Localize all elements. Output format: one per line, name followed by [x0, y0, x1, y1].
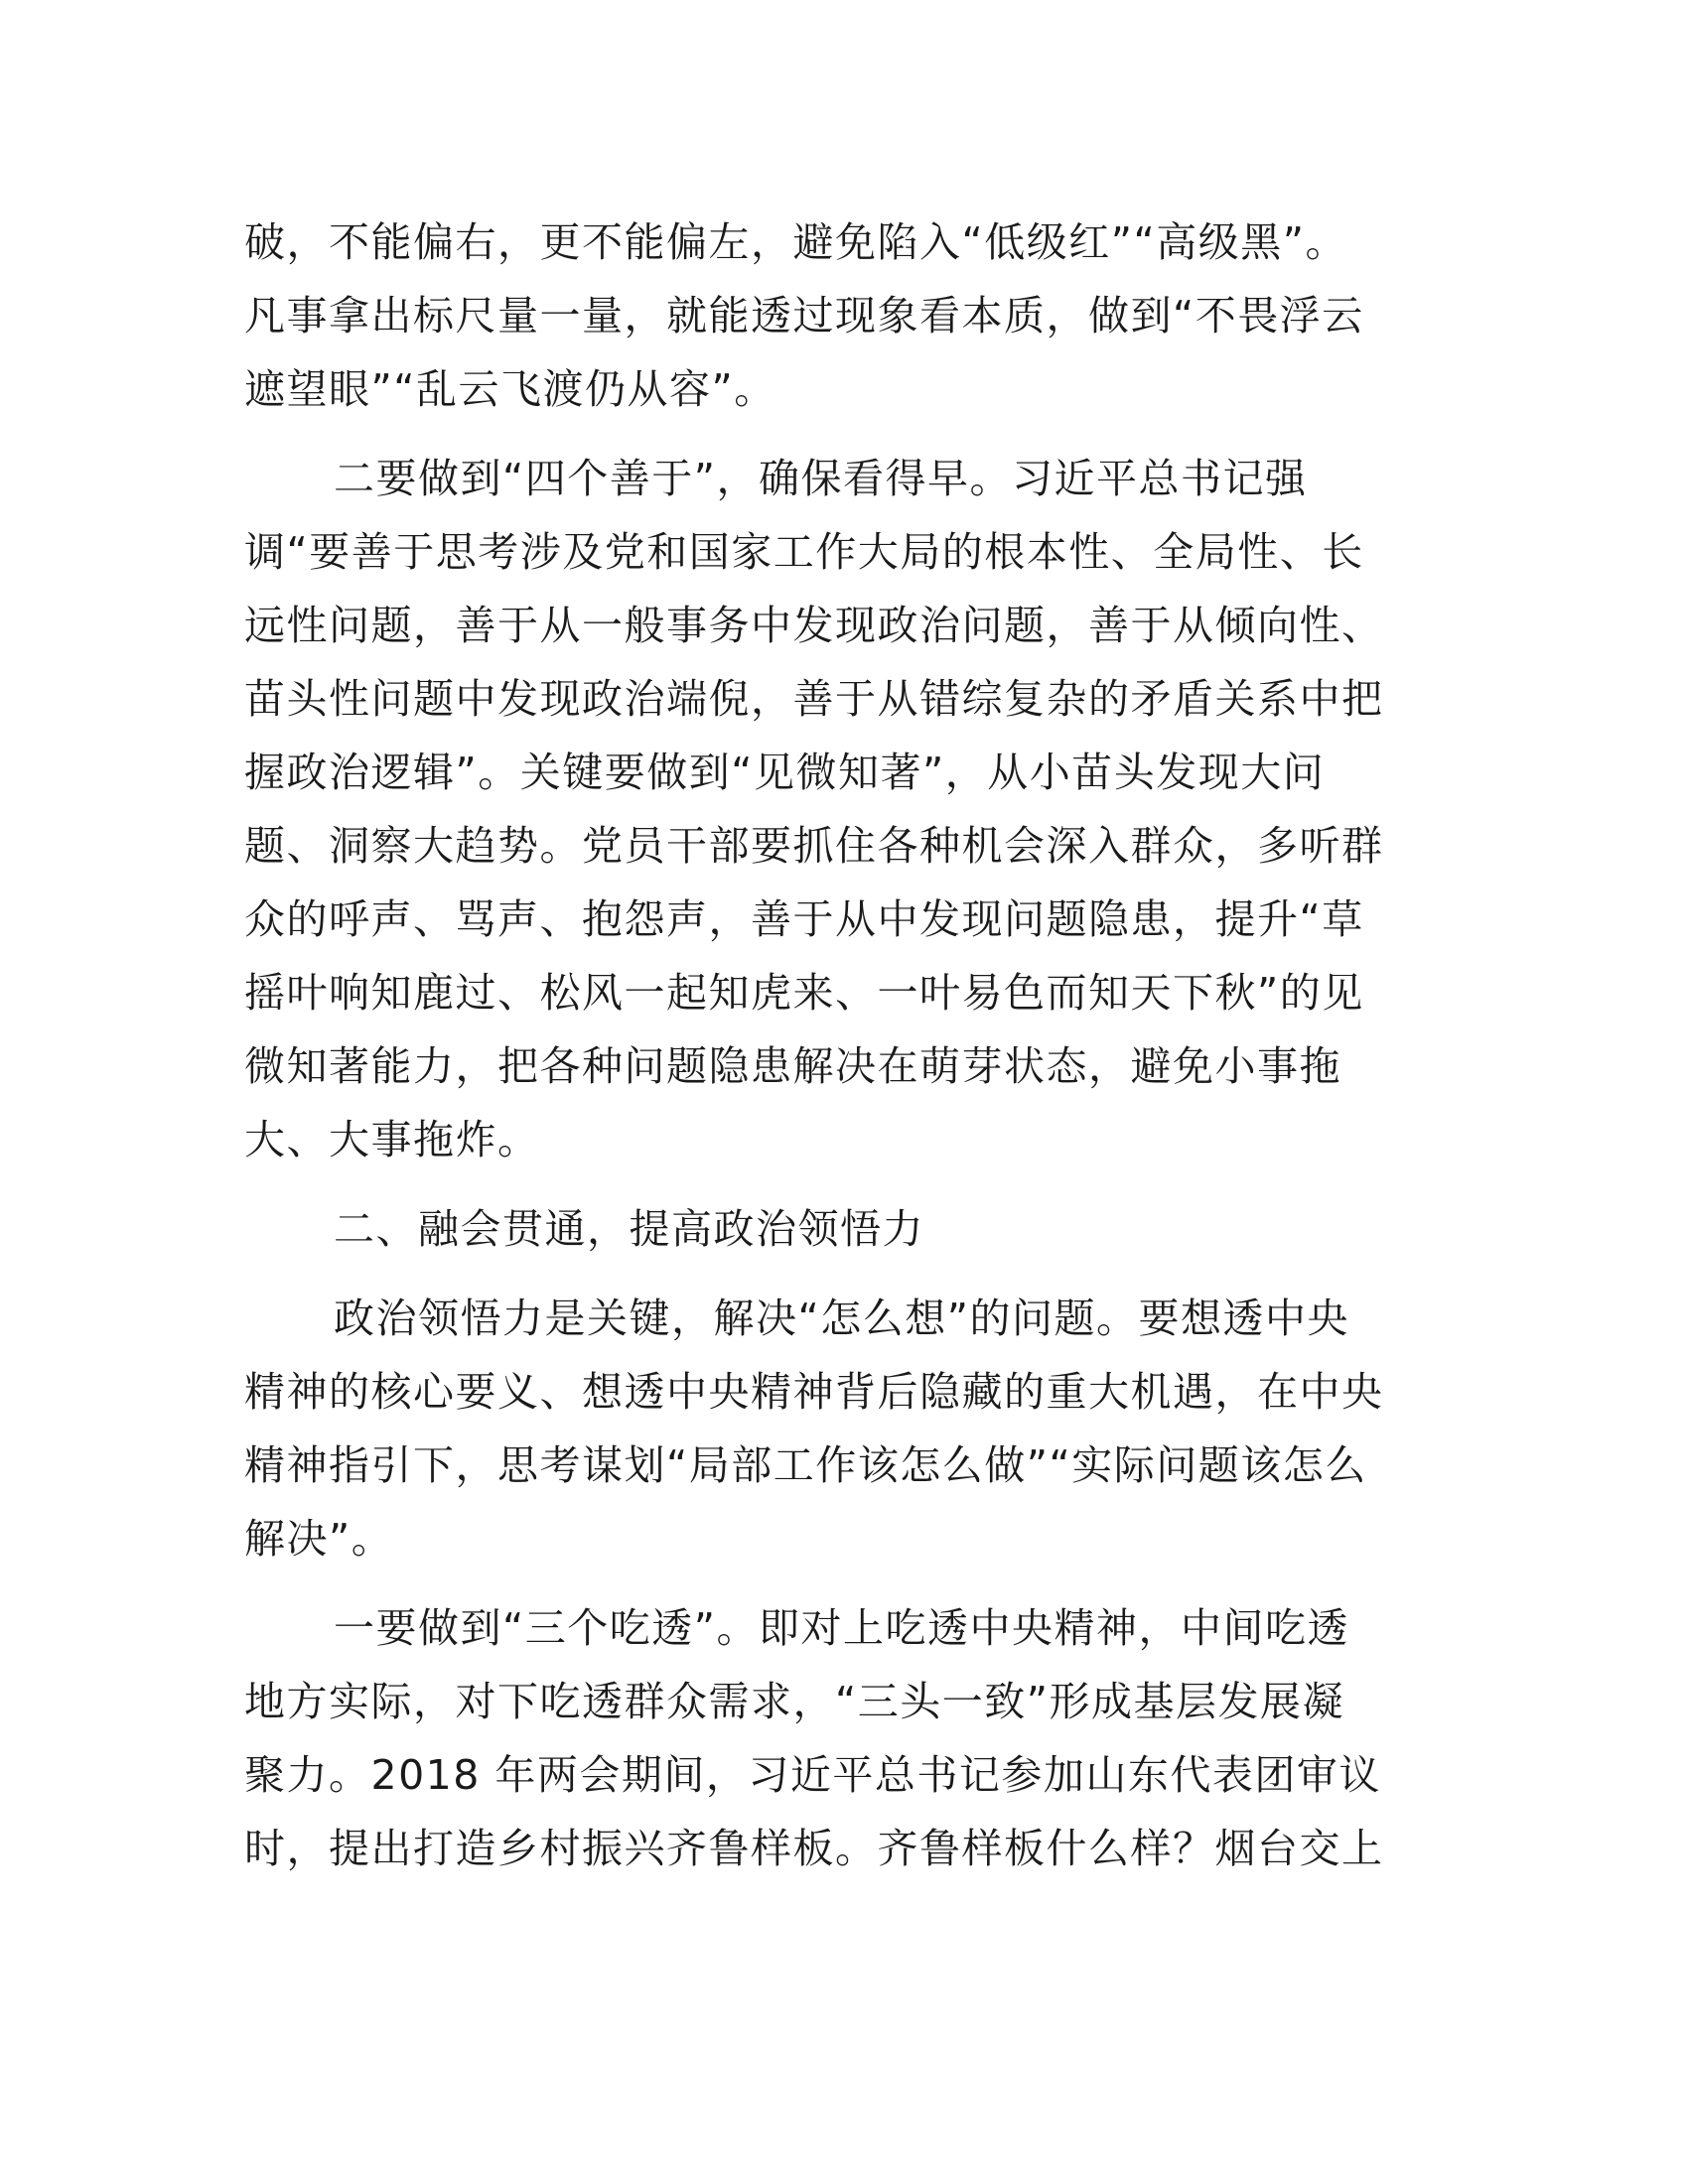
text-line: 凡事拿出标尺量一量，就能透过现象看本质，做到“不畏浮云	[244, 292, 1364, 340]
section-heading	[244, 1192, 1436, 1266]
text-line: 调“要善于思考涉及党和国家工作大局的根本性、全局性、长	[244, 528, 1364, 576]
section-heading-text: 二、融会贯通，提高政治领悟力	[334, 1205, 924, 1253]
text-line: 一要做到“三个吃透”。即对上吃透中央精神，中间吃透	[334, 1604, 1349, 1652]
text-line: 题、洞察大趋势。党员干部要抓住各种机会深入群众，多听群	[244, 822, 1384, 870]
text-line: 众的呼声、骂声、抱怨声，善于从中发现问题隐患，提升“草	[244, 895, 1364, 943]
paragraph-gap	[244, 1266, 1436, 1282]
paragraph-4	[244, 1282, 1436, 1575]
document-page	[244, 205, 1436, 1885]
text-line: 微知著能力，把各种问题隐患解决在萌芽状态，避免小事拖	[244, 1042, 1341, 1090]
paragraph-gap	[244, 1575, 1436, 1591]
text-line: 远性问题，善于从一般事务中发现政治问题，善于从倾向性、	[244, 602, 1384, 649]
paragraph-1	[244, 205, 1436, 426]
text-line: 遮望眼”“乱云飞渡仍从容”。	[244, 365, 776, 413]
text-line: 时，提出打造乡村振兴齐鲁样板。齐鲁样板什么样？烟台交上	[244, 1825, 1384, 1872]
paragraph-5	[244, 1591, 1436, 1885]
text-line: 聚力。2018 年两会期间，习近平总书记参加山东代表团审议	[244, 1751, 1381, 1799]
text-line: 政治领悟力是关键，解决“怎么想”的问题。要想透中央	[334, 1295, 1349, 1342]
text-line: 握政治逻辑”。关键要做到“见微知著”，从小苗头发现大问	[244, 749, 1326, 796]
paragraph-2	[244, 442, 1436, 1176]
text-line: 地方实际，对下吃透群众需求，“三头一致”形成基层发展凝	[244, 1678, 1344, 1725]
text-line: 破，不能偏右，更不能偏左，避免陷入“低级红”“高级黑”。	[244, 218, 1347, 266]
text-line: 苗头性问题中发现政治端倪，善于从错综复杂的矛盾关系中把	[244, 675, 1384, 723]
text-line: 二要做到“四个善于”，确保看得早。习近平总书记强	[334, 455, 1308, 502]
text-line: 大、大事拖炸。	[244, 1116, 540, 1163]
text-line: 解决”。	[244, 1515, 394, 1563]
text-line: 摇叶响知鹿过、松风一起知虎来、一叶易色而知天下秋”的见	[244, 969, 1364, 1017]
paragraph-gap	[244, 1176, 1436, 1192]
paragraph-gap	[244, 426, 1436, 442]
text-line: 精神的核心要义、想透中央精神背后隐藏的重大机遇，在中央	[244, 1368, 1384, 1416]
text-line: 精神指引下，思考谋划“局部工作该怎么做”“实际问题该怎么	[244, 1441, 1367, 1489]
